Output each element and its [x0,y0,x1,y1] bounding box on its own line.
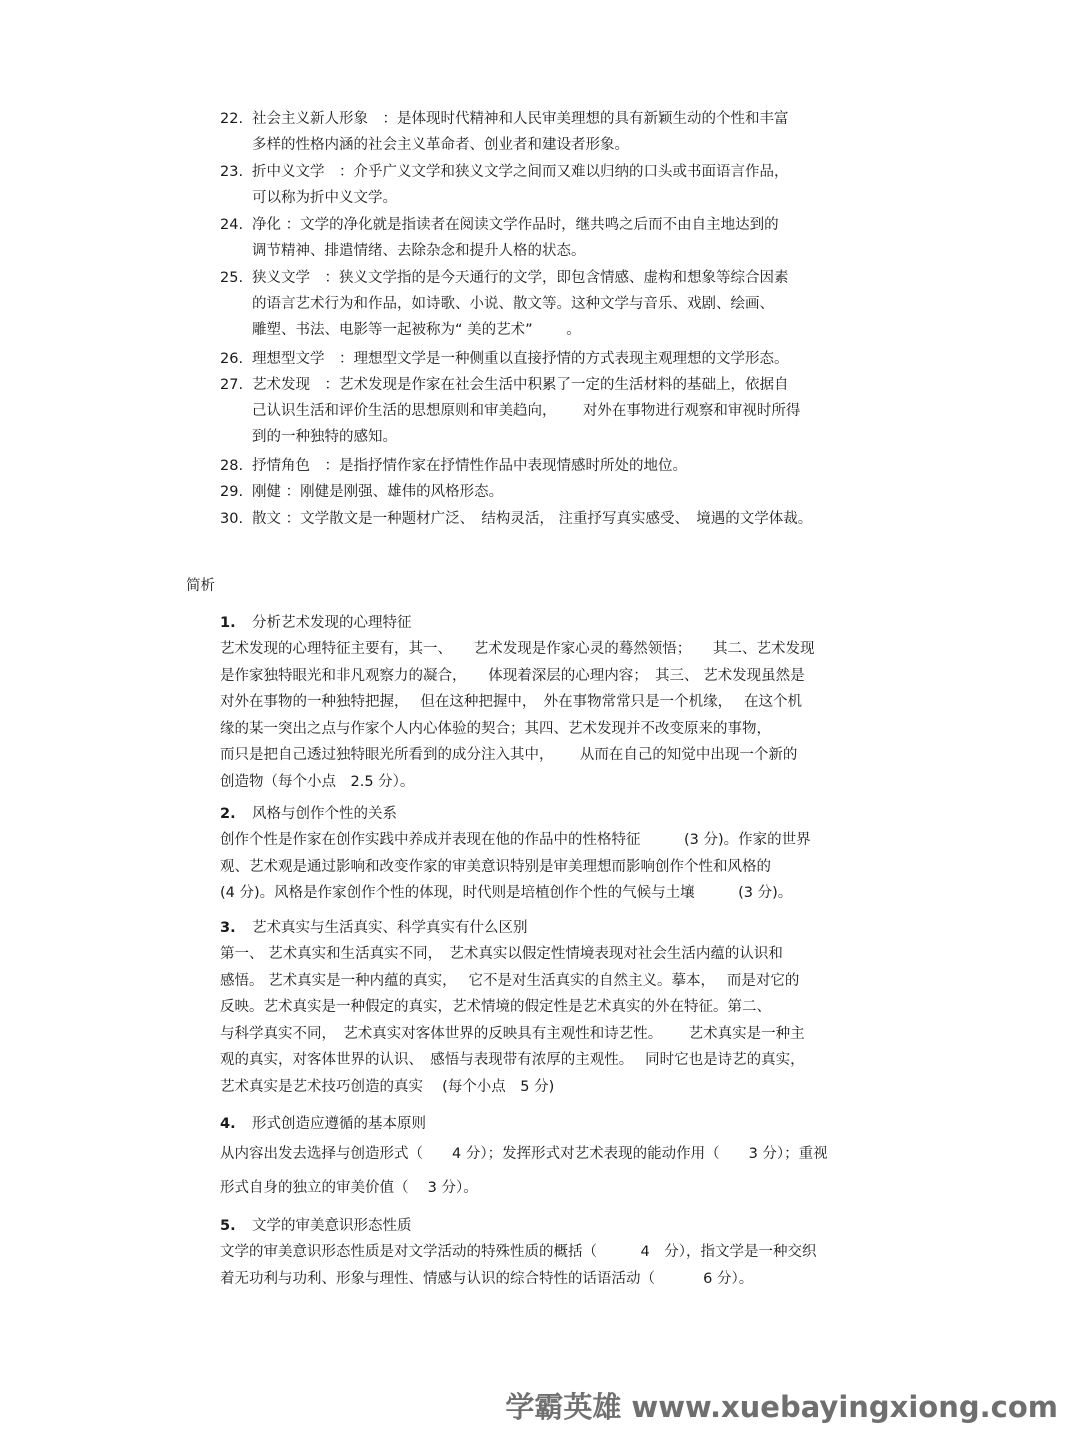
definition-text: 多样的性格内涵的社会主义革命者、创业者和建设者形象。 [252,137,629,153]
definition-text: 到的一种独特的感知。 [252,429,397,445]
answer-line: 缘的某一突出之点与作家个人内心体验的契合；其四、艺术发现并不改变原来的事物， [220,720,771,737]
definition-text: 艺术发现 ：艺术发现是作家在社会生活中积累了一定的生活材料的基础上，依据自 [252,377,789,393]
question-title-text: 艺术真实与生活真实、科学真实有什么区别 [252,920,528,936]
question-title [220,610,900,636]
question-number: 1. [220,615,236,631]
definition-text: 调节精神、排遣情绪、去除杂念和提升人格的状态。 [252,243,586,259]
question-answer [220,941,900,1100]
answer-line: 文学的审美意识形态性质是对文学活动的特殊性质的概括（ 4 分），指文学是一种交织 [220,1244,817,1260]
item-number: 22. [220,111,244,127]
definition-text: 可以称为折中义文学。 [252,190,397,206]
question-number: 2. [220,806,236,822]
item-number: 25. [220,270,244,286]
definition-item [220,346,900,372]
definition-text: 的语言艺术行为和作品，如诗歌、小说、散文等。这种文学与音乐、戏剧、绘画、 [252,296,774,312]
watermark: 学霸英雄 www.xuebayingxiong.com [505,1390,1058,1424]
definition-text: 抒情角色 ：是指抒情作家在抒情性作品中表现情感时所处的地位。 [252,458,687,474]
question-title-text: 形式创造应遵循的基本原则 [252,1116,426,1132]
analysis-question [220,610,900,795]
definition-text: 净化 ：文学的净化就是指读者在阅读文学作品时，继共鸣之后而不由自主地达到的 [252,217,779,233]
answer-line: 观的真实，对客体世界的认识、 感悟与表现带有浓厚的主观性。 同时它也是诗艺的真实， [220,1052,805,1068]
item-number: 23. [220,164,244,180]
answer-line: 创造物（每个小点 2.5 分）。 [220,773,415,790]
question-title [220,1213,900,1239]
item-number: 29. [220,484,244,500]
definition-item [220,106,900,158]
section-heading: 简析 [186,578,215,594]
definition-item [220,265,900,343]
definition-text: 折中义文学 ：介乎广义文学和狭义文学之间而又难以归纳的口头或书面语言作品， [252,164,789,180]
question-answer [220,1137,900,1205]
answer-line: 反映。艺术真实是一种假定的真实，艺术情境的假定性是艺术真实的外在特征。第二、 [220,999,771,1015]
analysis-question [220,1213,900,1292]
answer-line: 着无功利与功利、形象与理性、情感与认识的综合特性的话语活动（ 6 分）。 [220,1270,754,1287]
answer-line: 观、艺术观是通过影响和改变作家的审美意识特别是审美理想而影响创作个性和风格的 [220,858,771,875]
definition-item [220,453,900,479]
item-number: 27. [220,377,244,393]
definition-text: 理想型文学 ：理想型文学是一种侧重以直接抒情的方式表现主观理想的文学形态。 [252,351,789,367]
question-title-text: 风格与创作个性的关系 [252,806,397,822]
answer-line: 艺术真实是艺术技巧创造的真实 (每个小点 5 分) [220,1078,555,1095]
definition-item [220,212,900,264]
definition-item [220,372,900,450]
definition-text: 散文 ：文学散文是一种题材广泛、 结构灵活， 注重抒写真实感受、 境遇的文学体裁。 [252,511,813,527]
definition-text: 社会主义新人形象 ：是体现时代精神和人民审美理想的具有新颖生动的个性和丰富 [252,111,789,127]
question-title-text: 文学的审美意识形态性质 [252,1218,412,1234]
question-number: 5. [220,1218,236,1234]
question-answer [220,1239,900,1292]
question-title-text: 分析艺术发现的心理特征 [252,615,412,631]
item-number: 24. [220,217,244,233]
definition-text: 刚健 ：刚健是刚强、雄伟的风格形态。 [252,484,504,500]
definition-item [220,506,900,532]
definition-text: 狭义文学 ：狭义文学指的是今天通行的文学，即包含情感、虚构和想象等综合因素 [252,270,789,286]
definition-item [220,159,900,211]
item-number: 28. [220,458,244,474]
question-number: 3. [220,920,236,936]
definition-text: 己认识生活和评价生活的思想原则和审美趋向， 对外在事物进行观察和审视时所得 [252,403,801,419]
item-number: 26. [220,351,244,367]
answer-line: 从内容出发去选择与创造形式（ 4 分）；发挥形式对艺术表现的能动作用（ 3 分）；重视 [220,1146,828,1162]
answer-line: 创作个性是作家在创作实践中养成并表现在他的作品中的性格特征 (3 分)。作家的世界 [220,832,811,848]
answer-line: 感悟。 艺术真实是一种内蕴的真实， 它不是对生活真实的自然主义。摹本， 而是对它的 [220,972,800,989]
question-answer [220,636,900,795]
item-number: 30. [220,511,244,527]
answer-line: 是作家独特眼光和非凡观察力的凝合， 体现着深层的心理内容； 其三、 艺术发现虽然是 [220,667,805,684]
analysis-question [220,915,900,1100]
definition-item [220,479,900,505]
question-title [220,915,900,941]
answer-line: 对外在事物的一种独特把握， 但在这种把握中， 外在事物常常只是一个机缘， 在这个机 [220,694,802,710]
analysis-question [220,801,900,907]
answer-line: 形式自身的独立的审美价值（ 3 分）。 [220,1180,478,1196]
answer-line: (4 分)。风格是作家创作个性的体现，时代则是培植创作个性的气候与土壤 (3 分)。 [220,885,793,901]
answer-line: 第一、 艺术真实和生活真实不同， 艺术真实以假定性情境表现对社会生活内蕴的认识和 [220,946,783,962]
question-number: 4. [220,1116,236,1132]
question-answer [220,827,900,907]
definition-text: 雕塑、书法、电影等一起被称为“ 美的艺术” 。 [252,322,581,338]
answer-line: 艺术发现的心理特征主要有，其一、 艺术发现是作家心灵的蓦然领悟； 其二、艺术发现 [220,641,815,657]
question-title [220,801,900,827]
analysis-question [220,1111,900,1205]
answer-line: 而只是把自己透过独特眼光所看到的成分注入其中， 从而在自己的知觉中出现一个新的 [220,747,798,763]
question-title [220,1111,900,1137]
answer-line: 与科学真实不同， 艺术真实对客体世界的反映具有主观性和诗艺性。 艺术真实是一种主 [220,1025,805,1042]
